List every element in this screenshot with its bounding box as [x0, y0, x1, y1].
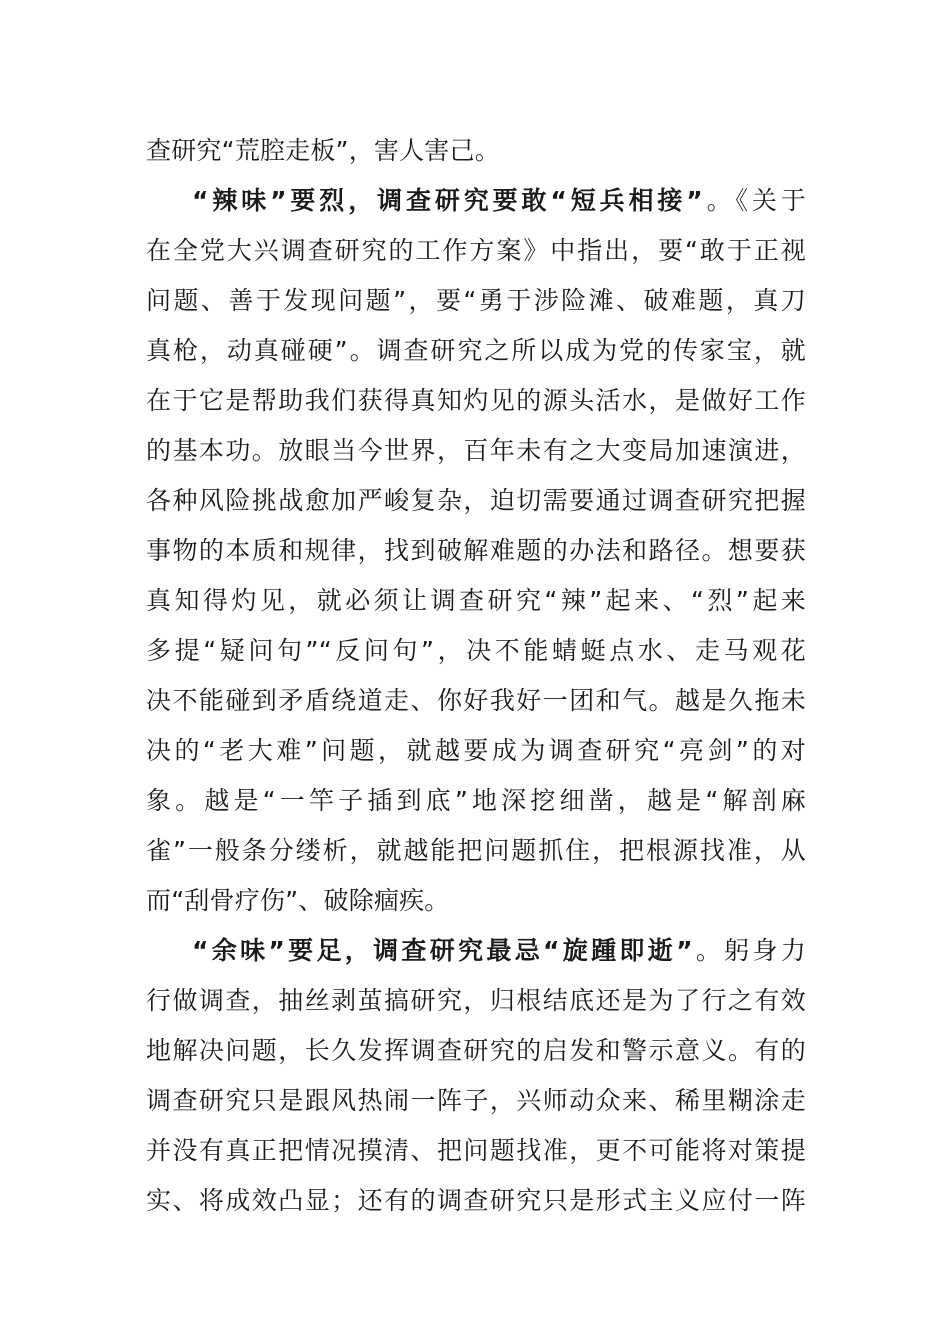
text-line: 的基本功。放眼当今世界，百年未有之大变局加速演进，	[146, 436, 806, 465]
paragraph-heading: “余味”要足，调查研究最忌“旋踵即逝”	[192, 936, 693, 965]
text-line: 实、将成效凸显；还有的调查研究只是形式主义应付一阵	[146, 1186, 806, 1215]
paragraph-lead-text: 。《关于	[702, 186, 806, 215]
text-line: 调查研究只是跟风热闹一阵子，兴师动众来、稀里糊涂走	[146, 1086, 806, 1115]
text-line: 并没有真正把情况摸清、把问题找准，更不可能将对策提	[146, 1136, 806, 1165]
text-line: 事物的本质和规律，找到破解难题的办法和路径。想要获	[146, 536, 806, 565]
text-line: 真枪，动真碰硬”。调查研究之所以成为党的传家宝，就	[146, 336, 806, 365]
text-line: 多提“疑问句”“反问句”，决不能蜻蜓点水、走马观花	[146, 636, 806, 665]
text-line: 在全党大兴调查研究的工作方案》中指出，要“敢于正视	[146, 236, 806, 265]
text-line: 象。越是“一竿子插到底”地深挖细凿，越是“解剖麻	[146, 786, 806, 815]
text-line: 问题、善于发现问题”，要“勇于涉险滩、破难题，真刀	[146, 286, 806, 315]
text-line: 而“刮骨疗伤”、破除痼疾。	[146, 886, 450, 915]
text-line: 雀”一般条分缕析，就越能把问题抓住，把根源找准，从	[146, 836, 806, 865]
text-line: 真知得灼见，就必须让调查研究“辣”起来、“烈”起来	[146, 586, 806, 615]
text-line: 决不能碰到矛盾绕道走、你好我好一团和气。越是久拖未	[146, 686, 806, 715]
text-line: 行做调查，抽丝剥茧搞研究，归根结底还是为了行之有效	[146, 986, 806, 1015]
paragraph-lead-text: 。躬身力	[692, 936, 806, 965]
text-line: 决的“老大难”问题，就越要成为调查研究“亮剑”的对	[146, 736, 806, 765]
text-line: 查研究“荒腔走板”，害人害己。	[146, 136, 500, 165]
paragraph-heading-line	[192, 186, 806, 216]
paragraph-heading: “辣味”要烈，调查研究要敢“短兵相接”	[192, 186, 703, 215]
paragraph-heading-line	[192, 936, 806, 966]
text-line: 各种风险挑战愈加严峻复杂，迫切需要通过调查研究把握	[146, 486, 806, 515]
text-line: 地解决问题，长久发挥调查研究的启发和警示意义。有的	[146, 1036, 806, 1065]
text-line: 在于它是帮助我们获得真知灼见的源头活水，是做好工作	[146, 386, 806, 415]
